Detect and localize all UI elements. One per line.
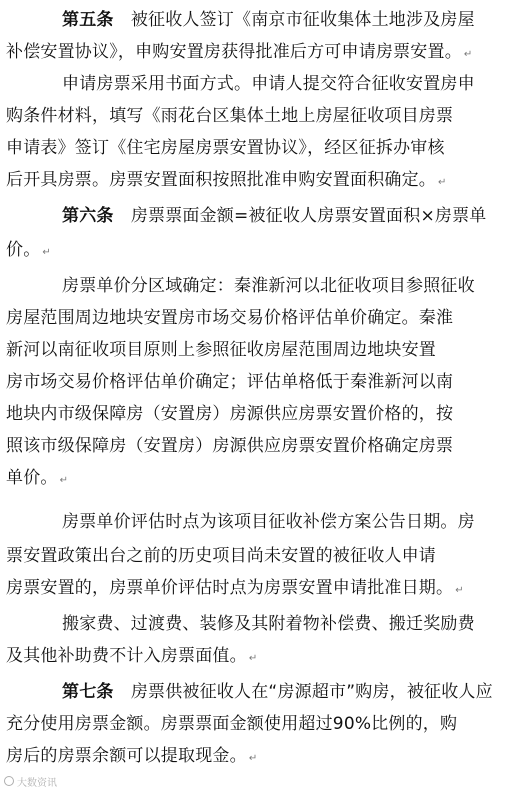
line-text: 房票票面金额=被征收人房票安置面积×房票单: [130, 206, 487, 226]
line-text: 房票单价分区域确定：秦淮新河以北征收项目参照征收: [62, 276, 475, 296]
paragraph-mark-icon: ↵: [438, 177, 447, 188]
text-line: [6, 372, 524, 392]
text-line: [6, 546, 524, 566]
line-text: 新河以南征收项目原则上参照征收房屋范围周边地块安置: [6, 340, 436, 360]
text-line: [6, 308, 524, 328]
paragraph-mark-icon: ↵: [248, 753, 258, 764]
line-text: 房票安置的，房票单价评估时点为房票安置申请批准日期。: [6, 578, 454, 598]
line-text: 房票供被征收人在“房源超市”购房，被征收人应: [130, 682, 493, 702]
line-text: 价。: [6, 240, 41, 260]
watermark: [4, 774, 57, 788]
line-text: 房屋范围周边地块安置房市场交易价格评估单价确定。秦淮: [6, 308, 454, 328]
line-text: 申请表》签订《住宅房屋房票安置协议》，经区征拆办审核: [6, 138, 445, 158]
paragraph-mark-icon: ↵: [42, 247, 51, 258]
paragraph-mark-icon: ↵: [59, 475, 69, 486]
text-line: [6, 646, 524, 669]
line-text: 充分使用房票金额。房票票面金额使用超过90%比例的，购: [6, 714, 458, 734]
paragraph-mark-icon: ↵: [248, 653, 258, 664]
watermark-text: 大数资讯: [17, 777, 57, 789]
line-text: 被征收人签订《南京市征收集体土地涉及房屋: [130, 10, 475, 30]
text-line: [6, 714, 524, 734]
article-heading: 第五条: [62, 10, 114, 30]
text-line: [62, 614, 524, 634]
article-heading: 第七条: [62, 682, 114, 702]
text-line: [6, 138, 524, 158]
paragraph-mark-icon: ↵: [463, 49, 473, 60]
text-line: [62, 10, 524, 30]
text-line: [62, 512, 524, 532]
text-line: [62, 276, 524, 296]
text-line: [6, 340, 524, 360]
text-line: [6, 106, 524, 126]
text-line: [6, 436, 524, 456]
text-line: [6, 746, 524, 769]
text-line: [62, 74, 524, 94]
line-text: 单价。: [6, 468, 58, 488]
line-text: 房票单价评估时点为该项目征收补偿方案公告日期。房: [62, 512, 475, 532]
text-line: [6, 578, 524, 601]
line-text: 照该市级保障房（安置房）房源供应房票安置价格确定房票: [6, 436, 454, 456]
text-line: [6, 468, 524, 491]
text-line: [62, 682, 524, 702]
line-text: 及其他补助费不计入房票面值。: [6, 646, 247, 666]
text-line: [62, 206, 524, 226]
text-line: [6, 240, 524, 263]
line-text: 房市场交易价格评估单价确定；评估单格低于秦淮新河以南: [6, 372, 454, 392]
line-text: 房后的房票余额可以提取现金。: [6, 746, 247, 766]
text-line: [6, 170, 524, 193]
line-text: 票安置政策出台之前的历史项目尚未安置的被征收人申请: [6, 546, 436, 566]
text-line: [6, 404, 524, 424]
line-text: 补偿安置协议》，申购安置房获得批准后方可申请房票安置。: [6, 42, 462, 62]
line-text: 地块内市级保障房（安置房）房源供应房票安置价格的，按: [6, 404, 454, 424]
line-text: 搬家费、过渡费、装修及其附着物补偿费、搬迁奖励费: [62, 614, 475, 634]
watermark-logo-icon: [4, 776, 14, 786]
text-line: [6, 42, 524, 65]
paragraph-mark-icon: ↵: [455, 585, 464, 596]
article-heading: 第六条: [62, 206, 114, 226]
line-text: 后开具房票。房票安置面积按照批准申购安置面积确定。: [6, 170, 436, 190]
line-text: 购条件材料，填写《雨花台区集体土地上房屋征收项目房票: [6, 106, 454, 126]
line-text: 申请房票采用书面方式。申请人提交符合征收安置房申: [62, 74, 475, 94]
